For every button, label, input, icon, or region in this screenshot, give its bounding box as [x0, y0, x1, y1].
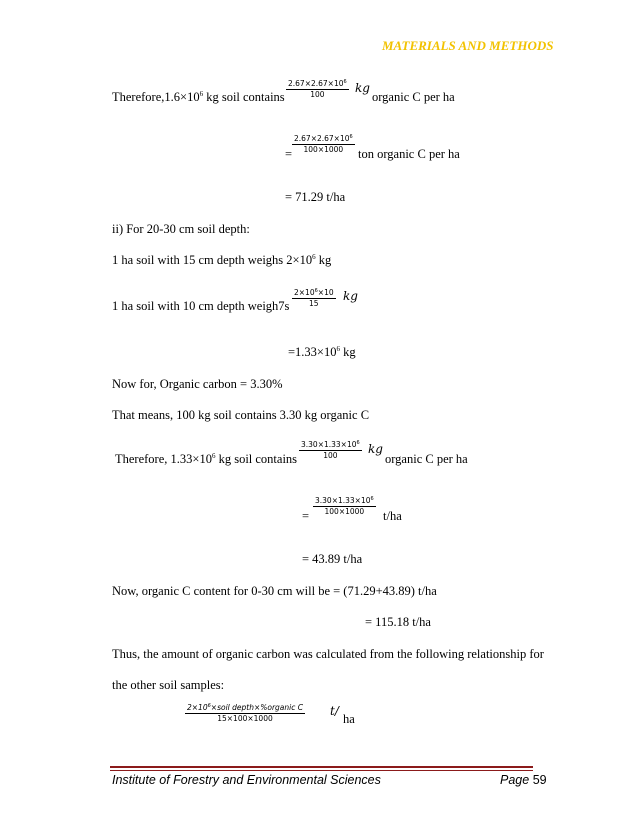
- fraction-17-numerator-2: ×soil depth×%organic C: [210, 703, 303, 712]
- fraction-1-numerator: 2.67×2.67×10: [288, 79, 344, 88]
- page-label: Page: [500, 773, 530, 787]
- fraction-6-numerator-2: ×10: [317, 288, 334, 297]
- fraction-2-num-exp: 6: [349, 134, 353, 140]
- line-8: Now for, Organic carbon = 3.30%: [112, 377, 283, 391]
- fraction-1: [286, 77, 349, 100]
- line-5: [112, 253, 331, 268]
- fraction-1-num-exp: 6: [343, 79, 347, 85]
- fraction-10-denominator: 100: [323, 451, 338, 460]
- running-header: MATERIALS AND METHODS: [382, 38, 554, 53]
- line-10-text: Therefore, 1.33×10: [115, 452, 212, 466]
- line-2-eq: =: [285, 147, 293, 161]
- fraction-17-denominator: 15×100×1000: [217, 714, 273, 723]
- page-number: 59: [532, 773, 547, 787]
- fraction-17-numerator: 2×10: [187, 703, 208, 712]
- line-1-exp: 6: [199, 90, 204, 98]
- fraction-17: [185, 701, 305, 724]
- footer-institute: Institute of Forestry and Environmental Sciences: [112, 773, 381, 787]
- fraction-2-numerator: 2.67×2.67×10: [294, 134, 350, 143]
- line-16: the other soil samples:: [112, 678, 225, 692]
- footer-page: [500, 773, 547, 787]
- line-7-text2: kg: [339, 345, 356, 359]
- line-1-after: organic C per ha: [372, 90, 455, 104]
- fraction-11-numerator: 3.30×1.33×10: [315, 496, 371, 505]
- fraction-1-denominator: 100: [310, 90, 325, 99]
- unit-kg-6: kg: [343, 289, 358, 303]
- line-12: = 43.89 t/ha: [302, 552, 363, 566]
- line-4: ii) For 20-30 cm soil depth:: [112, 222, 250, 236]
- line-7: [288, 345, 356, 360]
- line-13: Now, organic C content for 0-30 cm will be = (71.29+43.89) t/ha: [112, 584, 437, 598]
- fraction-2: [292, 132, 355, 155]
- line-10-exp: 6: [211, 452, 216, 460]
- line-10: [115, 452, 297, 467]
- fraction-11-num-exp: 6: [370, 496, 374, 502]
- line-15: Thus, the amount of organic carbon was calculated from the following relationship for: [112, 647, 544, 661]
- fraction-6: [292, 286, 336, 309]
- line-11-after: t/ha: [383, 509, 402, 523]
- fraction-11: [313, 494, 376, 517]
- line-3: = 71.29 t/ha: [285, 190, 346, 204]
- line-5-text: 1 ha soil with 15 cm depth weighs 2×10: [112, 253, 313, 267]
- fraction-2-denominator: 100×1000: [303, 145, 344, 154]
- line-14: = 115.18 t/ha: [365, 615, 431, 629]
- fraction-6-num-exp: 6: [314, 288, 318, 294]
- fraction-10-numerator: 3.30×1.33×10: [301, 440, 357, 449]
- line-7-exp: 6: [336, 345, 340, 353]
- line-17-after: ha: [343, 712, 355, 726]
- line-1-text: Therefore,1.6×10: [112, 90, 200, 104]
- footer-rule-thin: [110, 770, 533, 771]
- fraction-17-num-exp: 6: [207, 703, 211, 709]
- fraction-10: [299, 438, 362, 461]
- line-1: [112, 90, 285, 105]
- fraction-11-denominator: 100×1000: [324, 507, 365, 516]
- line-6-text: 1 ha soil with 10 cm depth weigh7s: [112, 299, 290, 313]
- line-5-exp: 6: [312, 253, 316, 261]
- line-9: That means, 100 kg soil contains 3.30 kg organic C: [112, 408, 370, 422]
- line-5-text2: kg: [315, 253, 332, 267]
- line-2-after: ton organic C per ha: [358, 147, 460, 161]
- line-10-after: organic C per ha: [385, 452, 468, 466]
- fraction-6-numerator: 2×10: [294, 288, 315, 297]
- fraction-6-denominator: 15: [309, 299, 319, 308]
- line-10-text2: kg soil contains: [215, 452, 298, 466]
- footer-rule-thick: [110, 766, 533, 768]
- line-1-text2: kg soil contains: [203, 90, 285, 104]
- unit-t-17: t/: [330, 704, 339, 718]
- line-11-eq: =: [302, 509, 310, 523]
- fraction-10-num-exp: 6: [356, 440, 360, 446]
- line-7-text: =1.33×10: [288, 345, 337, 359]
- unit-kg-10: kg: [368, 442, 383, 456]
- unit-kg-1: kg: [355, 81, 370, 95]
